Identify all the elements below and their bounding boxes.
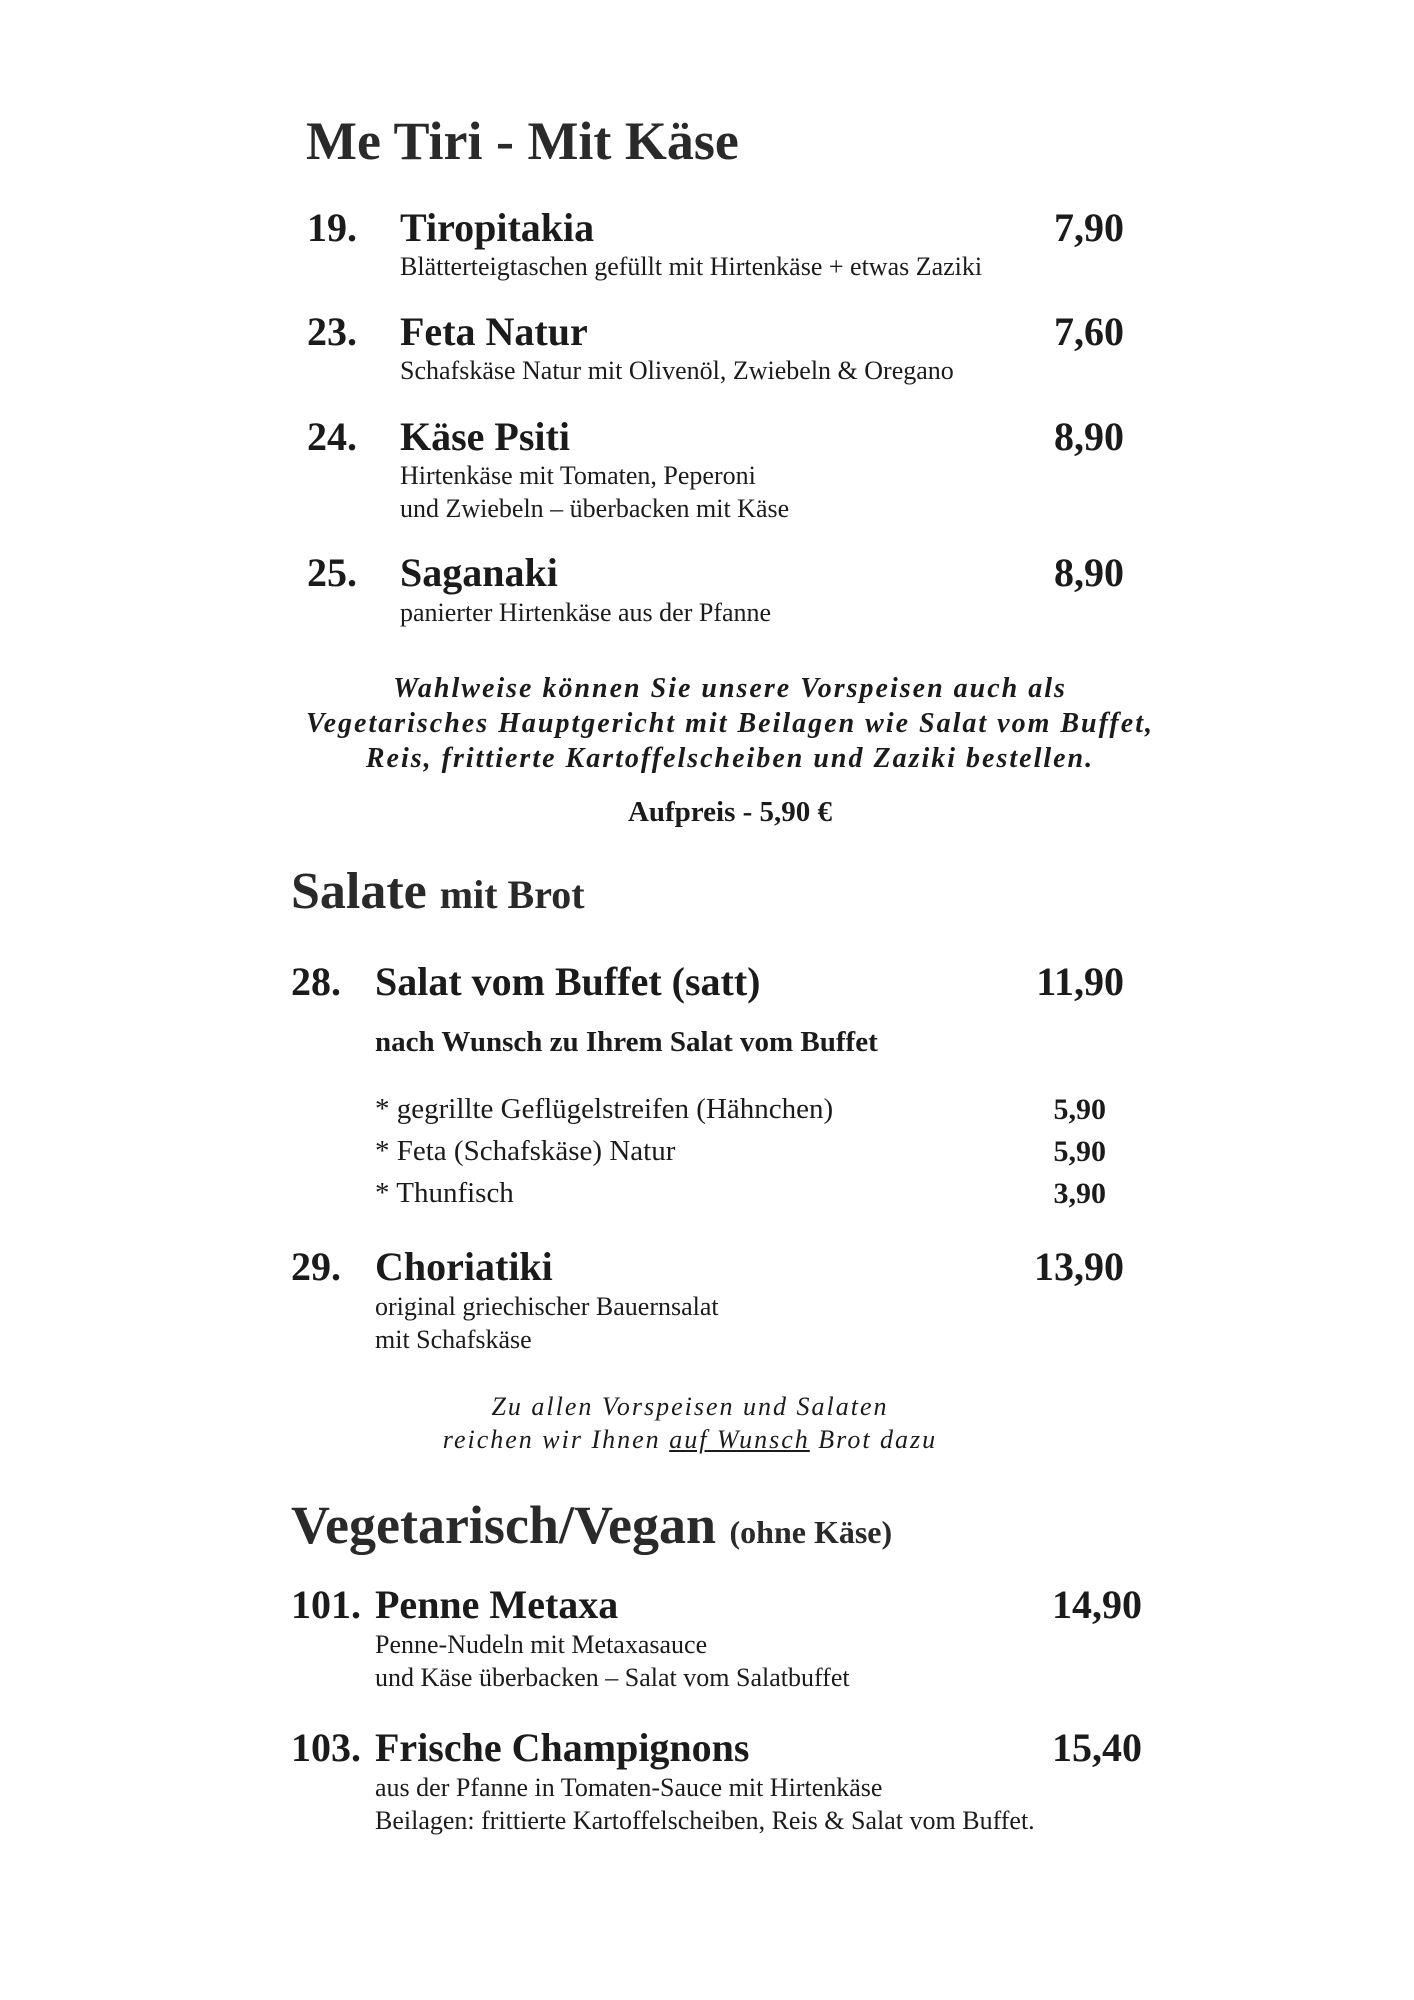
- item-description: [375, 1628, 850, 1694]
- description-line: Blätterteigtaschen gefüllt mit Hirtenkäse + etwas Zaziki: [400, 252, 983, 281]
- item-name: Penne Metaxa: [375, 1582, 619, 1627]
- addons-heading: nach Wunsch zu Ihrem Salat vom Buffet: [375, 1026, 878, 1058]
- item-name: Saganaki: [400, 550, 558, 595]
- vegetarian-note: [260, 671, 1200, 776]
- item-price: 11,90: [1036, 959, 1124, 1004]
- description-line: original griechischer Bauernsalat: [375, 1292, 719, 1321]
- note-line: Wahlweise können Sie unsere Vorspeisen auch als: [393, 673, 1067, 704]
- description-line: und Käse überbacken – Salat vom Salatbuffet: [375, 1663, 850, 1692]
- item-number: 25.: [307, 550, 357, 595]
- item-price: 8,90: [1054, 414, 1124, 459]
- item-name: Tiropitakia: [400, 205, 595, 250]
- item-description: [375, 1290, 719, 1356]
- section-title-tiri: Me Tiri - Mit Käse: [306, 111, 739, 171]
- item-price: 7,90: [1054, 205, 1124, 250]
- description-line: Hirtenkäse mit Tomaten, Peperoni: [400, 461, 756, 490]
- section-title-sub: mit Brot: [439, 872, 585, 917]
- item-number: 19.: [307, 205, 357, 250]
- addon-price: 3,90: [1053, 1177, 1106, 1210]
- surcharge-label: Aufpreis - 5,90 €: [627, 796, 833, 828]
- item-name: Feta Natur: [400, 309, 588, 354]
- item-number: 29.: [291, 1244, 341, 1289]
- description-line: mit Schafskäse: [375, 1325, 532, 1354]
- item-price: 14,90: [1052, 1582, 1142, 1627]
- note-text: Brot dazu: [809, 1425, 938, 1454]
- description-line: Schafskäse Natur mit Olivenöl, Zwiebeln & Oregano: [400, 356, 954, 385]
- section-title-main: Vegetarisch/Vegan: [291, 1495, 716, 1555]
- note-text: reichen wir Ihnen: [442, 1425, 670, 1454]
- note-underlined-text: auf Wunsch: [669, 1425, 810, 1454]
- addon-label: * Feta (Schafskäse) Natur: [375, 1135, 676, 1167]
- item-description: [400, 354, 954, 387]
- item-number: 28.: [291, 959, 341, 1004]
- item-name: Käse Psiti: [400, 414, 570, 459]
- description-line: Penne-Nudeln mit Metaxasauce: [375, 1630, 708, 1659]
- item-description: [400, 596, 771, 629]
- description-line: aus der Pfanne in Tomaten-Sauce mit Hirtenkäse: [375, 1773, 883, 1802]
- item-price: 8,90: [1054, 550, 1124, 595]
- addon-price: 5,90: [1053, 1093, 1106, 1126]
- item-number: 24.: [307, 414, 357, 459]
- note-line: Vegetarisches Hauptgericht mit Beilagen wie Salat vom Buffet,: [306, 708, 1154, 739]
- note-line: Zu allen Vorspeisen und Salaten: [491, 1392, 889, 1421]
- item-price: 7,60: [1054, 309, 1124, 354]
- section-title-main: Salate: [291, 863, 427, 920]
- description-line: und Zwiebeln – überbacken mit Käse: [400, 494, 790, 523]
- addon-label: * Thunfisch: [375, 1177, 514, 1209]
- item-name: Salat vom Buffet (satt): [375, 959, 761, 1004]
- item-number: 23.: [307, 309, 357, 354]
- addon-price: 5,90: [1053, 1135, 1106, 1168]
- item-price: 13,90: [1034, 1244, 1124, 1289]
- item-number: 101.: [291, 1582, 361, 1627]
- item-price: 15,40: [1052, 1725, 1142, 1770]
- item-description: [400, 250, 982, 283]
- description-line: Beilagen: frittierte Kartoffelscheiben, Reis & Salat vom Buffet.: [375, 1806, 1035, 1835]
- section-title-sub: (ohne Käse): [729, 1514, 893, 1550]
- item-description: [375, 1771, 1035, 1837]
- item-name: Choriatiki: [375, 1244, 553, 1289]
- item-number: 103.: [291, 1725, 361, 1770]
- item-name: Frische Champignons: [375, 1725, 750, 1770]
- note-line: Reis, frittierte Kartoffelscheiben und Zaziki bestellen.: [365, 743, 1095, 774]
- addon-label: * gegrillte Geflügelstreifen (Hähnchen): [375, 1093, 834, 1125]
- item-description: [400, 459, 789, 525]
- description-line: panierter Hirtenkäse aus der Pfanne: [400, 598, 772, 627]
- section-title-salate: [291, 862, 585, 921]
- note-line: [400, 1423, 980, 1456]
- section-title-vegan: [291, 1494, 892, 1556]
- bread-note: [400, 1390, 980, 1456]
